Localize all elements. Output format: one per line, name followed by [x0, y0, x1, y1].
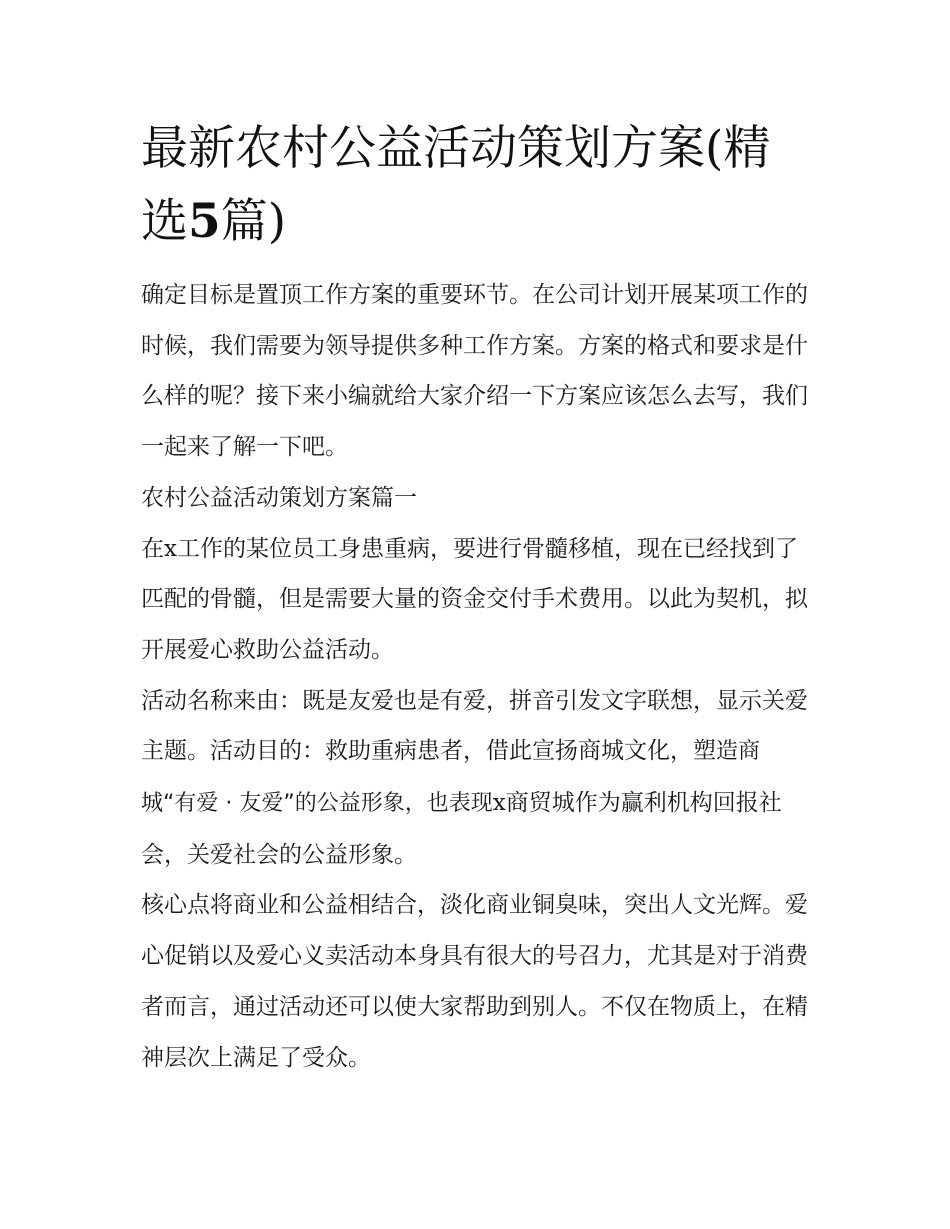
activity-name-paragraph	[141, 676, 813, 881]
section-heading: 农村公益活动策划方案篇一	[141, 484, 417, 511]
core-point-paragraph: 核心点将商业和公益相结合，淡化商业铜臭味，突出人文光辉。爱心促销以及爱心义卖活动本身具有很大的号召力，尤其是对于消费者而言，通过活动还可以使大家帮助到别人。不仅在物质上，在精神层次上满足了受众。	[141, 892, 808, 1071]
title-text-part2: 篇)	[220, 194, 287, 249]
activity-name-text-sans: 造商城“有爱 · 友爱”的公益形象，也表现	[141, 739, 761, 817]
document-content	[141, 112, 813, 1083]
intro-paragraph: 确定目标是置顶工作方案的重要环节。在公司计划开展某项工作的时候，我们需要为领导提供多种工作方案。方案的格式和要求是什么样的呢？接下来小编就给大家介绍一下方案应该怎么去写，我们一起来了解一下吧。	[141, 282, 808, 461]
activity-name-text-1: 活动名称来由：既是友爱也是有爱，拼音引发文字联想，显示关爱主题。活动目的：救助重病患者，借此宣扬商城文化，塑	[141, 687, 808, 765]
activity-name-text-2: x商贸城作为赢利机构回报社会，关爱社会的公益形象。	[141, 790, 782, 868]
title-text-part1: 最新农村公益活动策划方案(精选	[141, 121, 771, 249]
title-number: 5	[188, 194, 221, 249]
document-title	[141, 112, 813, 258]
document-body	[141, 270, 813, 1083]
background-paragraph: 在x工作的某位员工身患重病，要进行骨髓移植，现在已经找到了匹配的骨髓，但是需要大量的资金交付手术费用。以此为契机，拟开展爱心救助公益活动。	[141, 535, 808, 663]
